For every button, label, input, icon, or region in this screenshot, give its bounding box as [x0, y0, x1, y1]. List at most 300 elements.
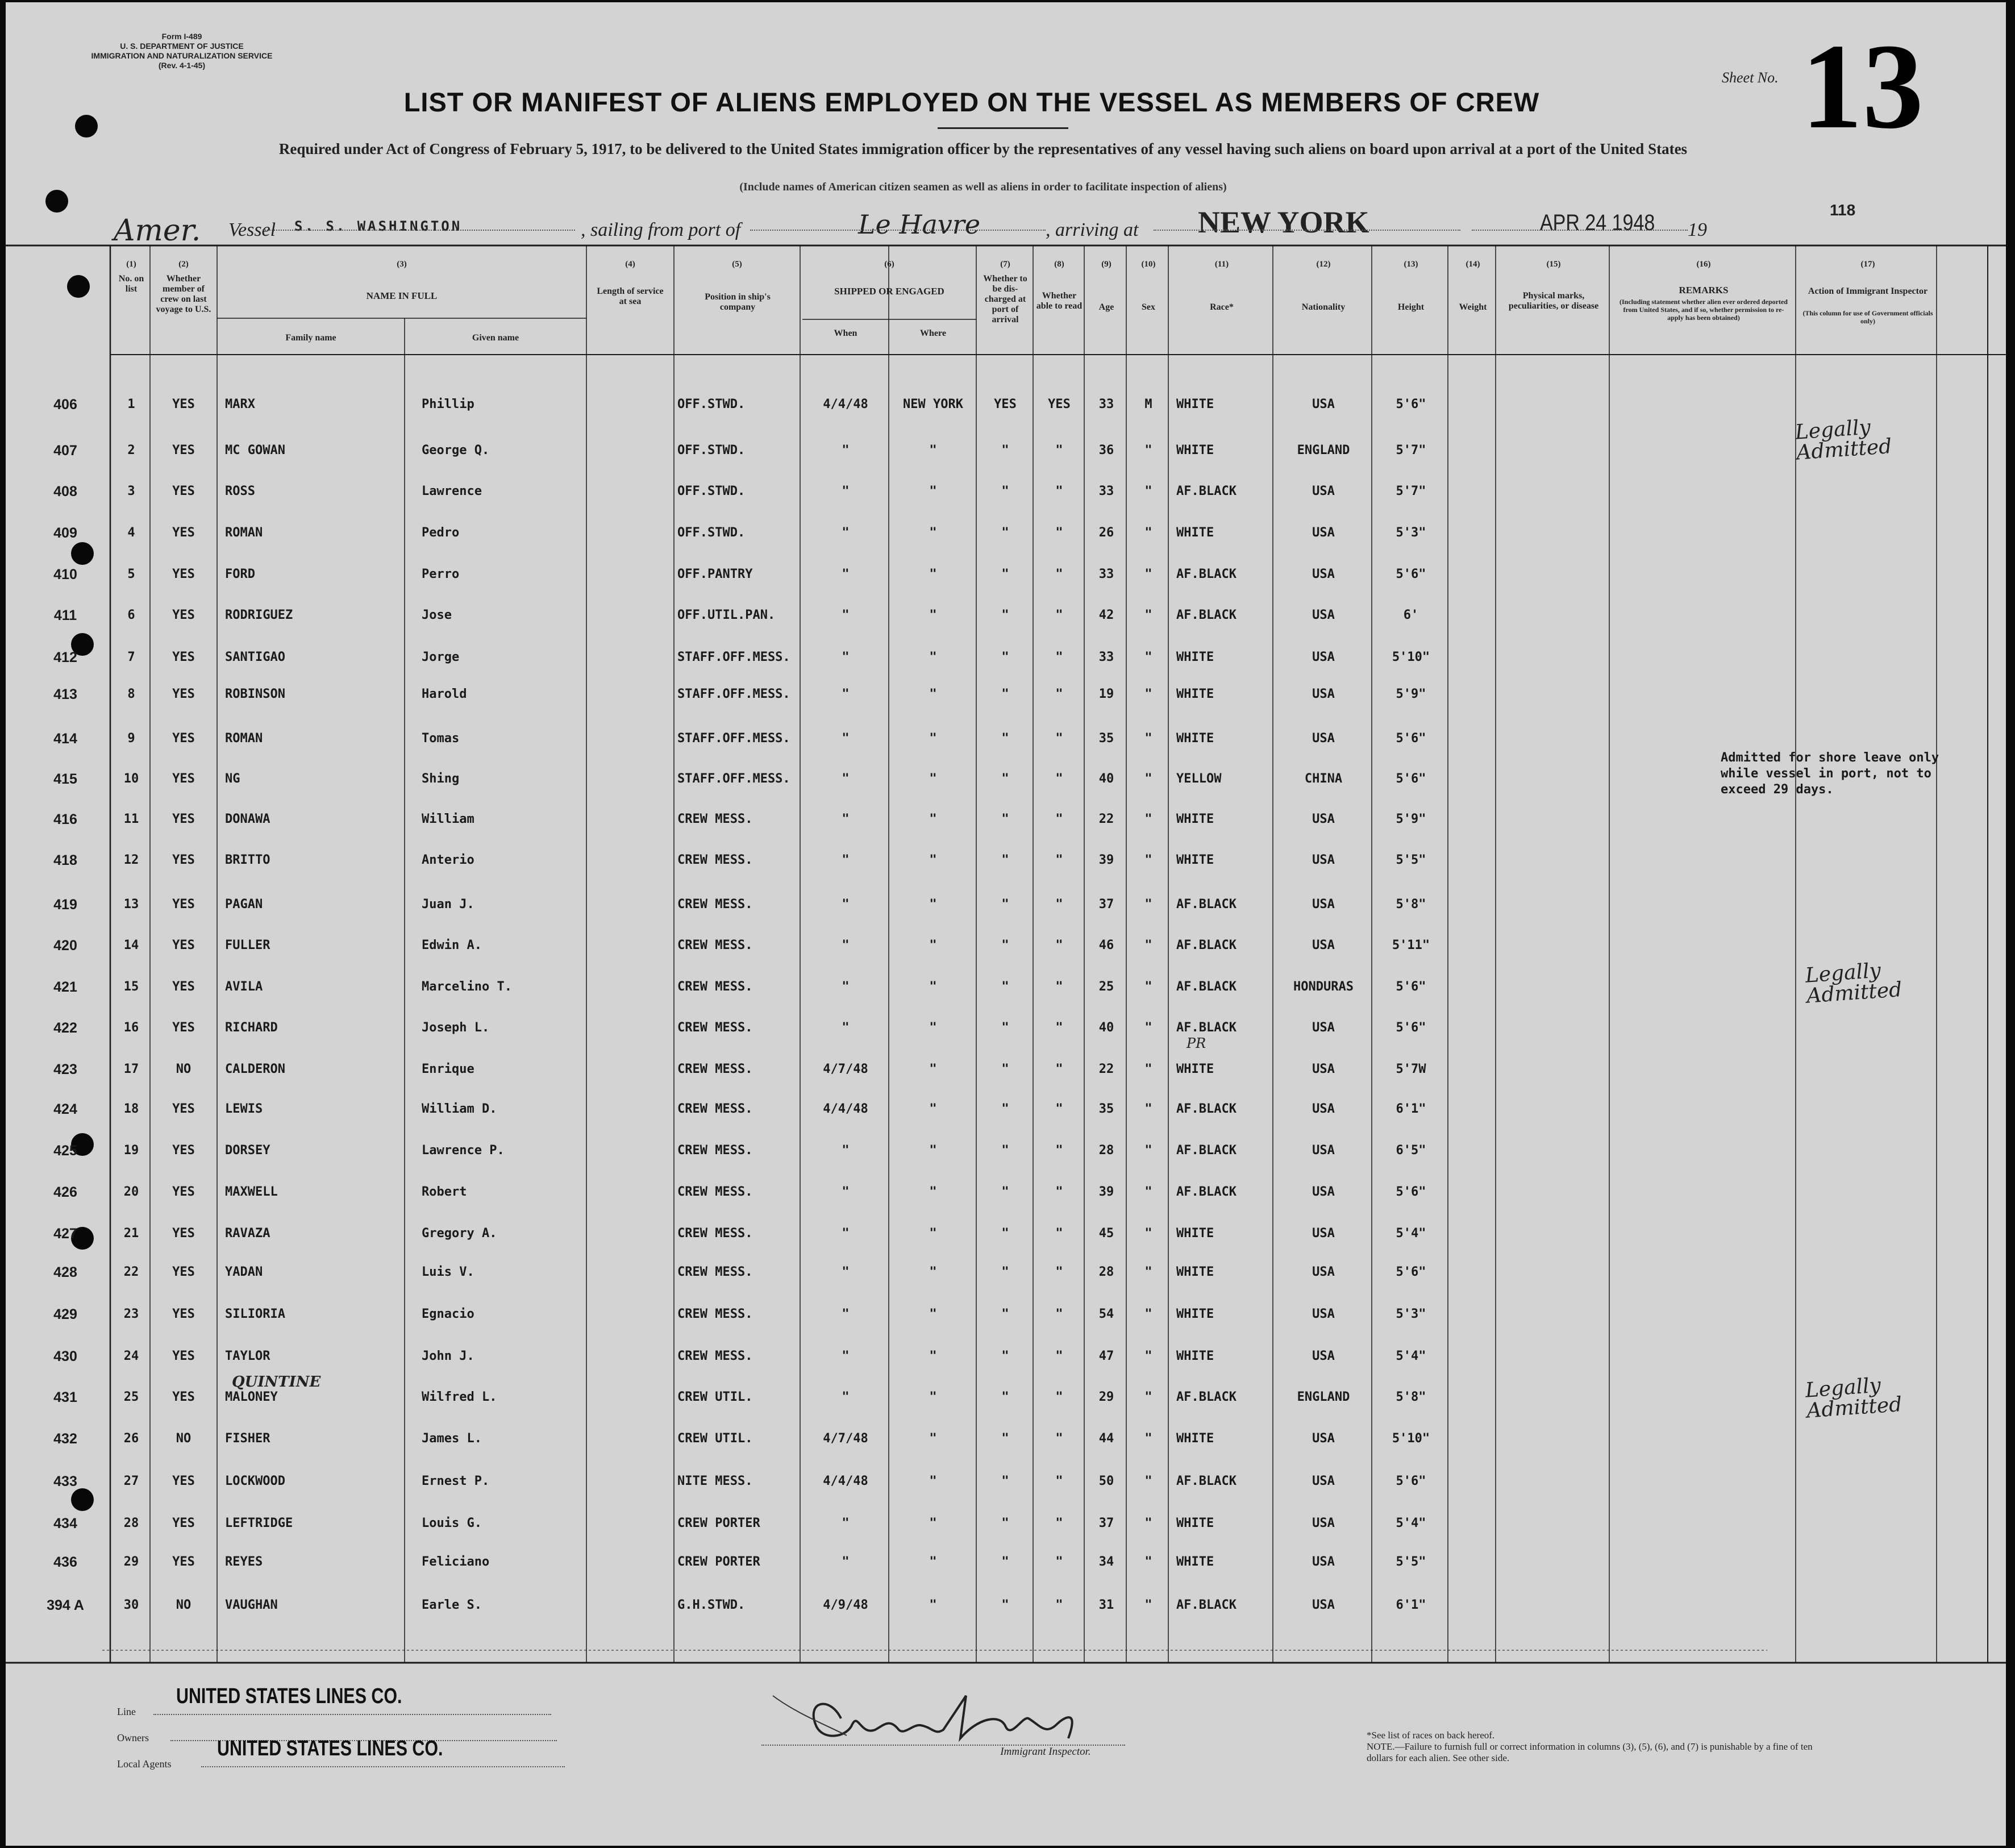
cell-when: 4/9/48: [823, 1598, 868, 1612]
col7-label: Whether to be dis-charged at port of arrival: [983, 274, 1027, 324]
cell-given: Lawrence P.: [422, 1143, 505, 1158]
cell-position: CREW MESS.: [677, 1062, 753, 1076]
cell-family: BRITTO: [225, 853, 270, 867]
cell-prev: NO: [176, 1062, 191, 1076]
quintine-annotation: QUINTINE: [232, 1373, 321, 1391]
cell-age: 39: [1098, 853, 1114, 867]
cell-when: ": [842, 980, 850, 994]
cell-age: 45: [1098, 1226, 1114, 1241]
cell-when: ": [842, 567, 850, 581]
cell-given: Tomas: [422, 731, 460, 746]
cell-position: CREW MESS.: [677, 938, 753, 952]
cell-family: LEWIS: [225, 1102, 263, 1116]
col17-sublabel: (This column for use of Government officials only): [1802, 309, 1933, 325]
arrival-date: APR 24 1948: [1540, 210, 1655, 235]
footer-agents-label: Local Agents: [117, 1758, 172, 1770]
col16-sublabel: (Including statement whether alien ever ordered deported from United States, and if so, whether permission to re-apply has been obtained): [1620, 298, 1788, 322]
line-number: 432: [53, 1431, 77, 1447]
cell-when: ": [842, 938, 850, 952]
cell-nationality: USA: [1312, 1349, 1335, 1363]
cell-when: ": [842, 731, 850, 746]
cell-no: 6: [127, 608, 135, 622]
cell-no: 24: [123, 1349, 139, 1363]
line-number: 424: [53, 1101, 77, 1117]
cell-nationality: USA: [1312, 1185, 1335, 1199]
cell-position: OFF.STWD.: [677, 484, 746, 498]
pr-annotation: PR: [1186, 1035, 1206, 1051]
cell-given: John J.: [422, 1349, 474, 1363]
cell-prev: YES: [172, 443, 195, 457]
cell-race: AF.BLACK: [1176, 1021, 1237, 1035]
cell-discharged: ": [1001, 980, 1009, 994]
cell-when: ": [842, 1185, 850, 1199]
voyage-line: [102, 201, 1856, 258]
cell-when: ": [842, 772, 850, 786]
cell-sex: ": [1144, 897, 1152, 911]
cell-discharged: ": [1001, 484, 1009, 498]
cell-read: ": [1055, 687, 1063, 701]
cell-given: Harold: [422, 687, 467, 701]
cell-read: ": [1055, 1390, 1063, 1404]
cell-no: 4: [127, 526, 135, 540]
cell-discharged: ": [1001, 1265, 1009, 1279]
cell-read: ": [1055, 1143, 1063, 1158]
col15-number: (15): [1546, 260, 1561, 269]
cell-sex: ": [1144, 687, 1152, 701]
col3-label: NAME IN FULL: [366, 290, 438, 301]
cell-height: 5'8": [1396, 1390, 1426, 1404]
cell-family: VAUGHAN: [225, 1598, 278, 1612]
remark-shore-leave: Admitted for shore leave only while vessel in port, not to exceed 29 days.: [1721, 751, 1939, 797]
cell-race: AF.BLACK: [1176, 1474, 1237, 1488]
cell-family: RICHARD: [225, 1021, 278, 1035]
cell-height: 5'4": [1396, 1516, 1426, 1530]
cell-nationality: USA: [1312, 526, 1335, 540]
cell-position: CREW MESS.: [677, 1185, 753, 1199]
cell-prev: YES: [172, 1516, 195, 1530]
cell-read: ": [1055, 812, 1063, 826]
cell-age: 35: [1098, 1102, 1114, 1116]
cell-where: ": [929, 1516, 937, 1530]
cell-family: NG: [225, 772, 240, 786]
cell-when: ": [842, 1349, 850, 1363]
col1-label: No. on list: [118, 274, 144, 294]
cell-where: ": [929, 1474, 937, 1488]
cell-read: ": [1055, 608, 1063, 622]
cell-family: MAXWELL: [225, 1185, 278, 1199]
cell-position: CREW MESS.: [677, 1265, 753, 1279]
form-number: Form I-489: [161, 32, 202, 41]
cell-read: ": [1055, 1307, 1063, 1321]
cell-sex: ": [1144, 1390, 1152, 1404]
cell-when: ": [842, 853, 850, 867]
cell-family: MALONEY: [225, 1390, 278, 1404]
line-number: 433: [53, 1474, 77, 1489]
cell-nationality: USA: [1312, 731, 1335, 746]
cell-read: ": [1055, 567, 1063, 581]
cell-age: 54: [1098, 1307, 1114, 1321]
cell-nationality: HONDURAS: [1293, 980, 1354, 994]
col2-number: (2): [178, 260, 189, 269]
cell-race: WHITE: [1176, 1349, 1214, 1363]
arriving-label: , arriving at: [1046, 219, 1139, 240]
cell-discharged: ": [1001, 687, 1009, 701]
cell-given: Jose: [422, 608, 452, 622]
vessel-name: S. S. WASHINGTON: [294, 218, 463, 234]
cell-height: 5'7": [1396, 484, 1426, 498]
cell-where: ": [929, 1555, 937, 1569]
cell-prev: YES: [172, 980, 195, 994]
cell-prev: YES: [172, 687, 195, 701]
cell-given: Egnacio: [422, 1307, 474, 1321]
cell-sex: ": [1144, 443, 1152, 457]
cell-prev: YES: [172, 1185, 195, 1199]
line-number: 419: [53, 897, 77, 913]
cell-when: ": [842, 650, 850, 664]
port-to-rule: [1154, 230, 1460, 231]
cell-no: 21: [123, 1226, 139, 1241]
cell-given: Earle S.: [422, 1598, 482, 1612]
cell-position: CREW MESS.: [677, 853, 753, 867]
cell-nationality: USA: [1312, 1431, 1335, 1446]
cell-given: Enrique: [422, 1062, 474, 1076]
cell-nationality: USA: [1312, 938, 1335, 952]
cell-sex: ": [1144, 1265, 1152, 1279]
cell-where: ": [929, 608, 937, 622]
cell-sex: ": [1144, 1474, 1152, 1488]
cell-position: STAFF.OFF.MESS.: [677, 772, 790, 786]
col6-label: SHIPPED OR ENGAGED: [834, 286, 944, 297]
col9-label: Age: [1098, 302, 1114, 312]
cell-family: SILIORIA: [225, 1307, 285, 1321]
cell-height: 5'11": [1392, 938, 1430, 952]
footnote-races: *See list of races on back hereof.: [1367, 1730, 1495, 1741]
cell-nationality: USA: [1312, 812, 1335, 826]
cell-where: ": [929, 731, 937, 746]
cell-discharged: ": [1001, 897, 1009, 911]
cell-age: 33: [1098, 397, 1114, 411]
cell-read: ": [1055, 980, 1063, 994]
cell-family: RAVAZA: [225, 1226, 270, 1241]
col11-label: Race*: [1210, 302, 1234, 312]
cell-where: ": [929, 1021, 937, 1035]
cell-age: 47: [1098, 1349, 1114, 1363]
line-number: 434: [53, 1516, 77, 1531]
cell-no: 11: [123, 812, 139, 826]
cell-prev: NO: [176, 1598, 191, 1612]
cell-no: 17: [123, 1062, 139, 1076]
footnote-penalty: NOTE.—Failure to furnish full or correct information in columns (3), (5), (6), and (7) is punishable by a fine of ten dollars for each alien. See other side.: [1367, 1741, 1813, 1763]
cell-no: 30: [123, 1598, 139, 1612]
cell-no: 26: [123, 1431, 139, 1446]
cell-height: 5'6": [1396, 1265, 1426, 1279]
cell-sex: ": [1144, 1555, 1152, 1569]
cell-position: CREW MESS.: [677, 812, 753, 826]
cell-age: 29: [1098, 1390, 1114, 1404]
cell-prev: YES: [172, 567, 195, 581]
cell-no: 7: [127, 650, 135, 664]
legally-admitted-mark: Legally Admitted: [1804, 959, 1903, 1008]
line-number: 428: [53, 1264, 77, 1280]
cell-age: 44: [1098, 1431, 1114, 1446]
cell-position: STAFF.OFF.MESS.: [677, 687, 790, 701]
sailing-label: , sailing from port of: [581, 219, 741, 240]
form-revision: (Rev. 4-1-45): [158, 61, 206, 70]
cell-height: 5'10": [1392, 650, 1430, 664]
footer-agents-rule: [201, 1766, 565, 1767]
col8-label: Whether able to read: [1036, 291, 1083, 311]
cell-position: NITE MESS.: [677, 1474, 753, 1488]
cell-read: ": [1055, 938, 1063, 952]
cell-where: ": [929, 650, 937, 664]
cell-discharged: ": [1001, 853, 1009, 867]
cell-sex: ": [1144, 1143, 1152, 1158]
sheet-label: Sheet No.: [1722, 69, 1779, 86]
cell-where: ": [929, 567, 937, 581]
cell-discharged: ": [1001, 526, 1009, 540]
cell-given: George Q.: [422, 443, 490, 457]
cell-race: AF.BLACK: [1176, 608, 1237, 622]
cell-height: 5'6": [1396, 731, 1426, 746]
cell-family: RODRIGUEZ: [225, 608, 293, 622]
cell-discharged: ": [1001, 608, 1009, 622]
cell-prev: YES: [172, 1143, 195, 1158]
cell-height: 5'7W: [1396, 1062, 1426, 1076]
cell-height: 5'6": [1396, 567, 1426, 581]
cell-no: 8: [127, 687, 135, 701]
cell-where: ": [929, 1185, 937, 1199]
cell-age: 46: [1098, 938, 1114, 952]
cell-position: CREW MESS.: [677, 897, 753, 911]
cell-nationality: USA: [1312, 1226, 1335, 1241]
cell-family: TAYLOR: [225, 1349, 270, 1363]
cell-no: 16: [123, 1021, 139, 1035]
cell-sex: ": [1144, 772, 1152, 786]
cell-prev: YES: [172, 772, 195, 786]
cell-when: ": [842, 1390, 850, 1404]
vessel-label: Vessel: [228, 219, 276, 240]
cell-position: G.H.STWD.: [677, 1598, 746, 1612]
footer-line-label: Line: [117, 1706, 136, 1717]
cell-given: Pedro: [422, 526, 460, 540]
cell-given: Juan J.: [422, 897, 474, 911]
cell-when: ": [842, 484, 850, 498]
cell-given: William D.: [422, 1102, 497, 1116]
cell-race: AF.BLACK: [1176, 1185, 1237, 1199]
cell-race: WHITE: [1176, 812, 1214, 826]
cell-read: ": [1055, 1185, 1063, 1199]
cell-sex: ": [1144, 1431, 1152, 1446]
footer-line-value: UNITED STATES LINES CO.: [176, 1684, 402, 1708]
cell-where: ": [929, 526, 937, 540]
cell-nationality: USA: [1312, 1307, 1335, 1321]
cell-nationality: ENGLAND: [1297, 443, 1350, 457]
cell-read: ": [1055, 1516, 1063, 1530]
cell-sex: ": [1144, 608, 1152, 622]
cell-race: WHITE: [1176, 1555, 1214, 1569]
line-number: 409: [53, 525, 77, 541]
cell-discharged: ": [1001, 1143, 1009, 1158]
cell-where: ": [929, 484, 937, 498]
cell-family: ROMAN: [225, 731, 263, 746]
cell-where: ": [929, 897, 937, 911]
cell-where: ": [929, 1431, 937, 1446]
cell-read: ": [1055, 772, 1063, 786]
cell-sex: ": [1144, 1598, 1152, 1612]
cell-given: James L.: [422, 1431, 482, 1446]
cell-discharged: ": [1001, 1390, 1009, 1404]
cell-when: 4/7/48: [823, 1431, 868, 1446]
cell-read: ": [1055, 650, 1063, 664]
page-subtitle: Required under Act of Congress of February 5, 1917, to be delivered to the United States immigration officer by the representatives of any vessel having such aliens on board upon arrival at a port of the United States: [278, 140, 1688, 157]
cell-discharged: ": [1001, 1021, 1009, 1035]
cell-no: 5: [127, 567, 135, 581]
cell-position: OFF.STWD.: [677, 397, 746, 411]
cell-when: 4/4/48: [823, 1474, 868, 1488]
cell-age: 42: [1098, 608, 1114, 622]
cell-race: WHITE: [1176, 650, 1214, 664]
cell-sex: ": [1144, 1349, 1152, 1363]
cell-family: MC GOWAN: [225, 443, 285, 457]
manifest-document: [6, 2, 2006, 1846]
line-number: 421: [53, 979, 77, 995]
cell-where: ": [929, 1062, 937, 1076]
line-number: 407: [53, 443, 77, 459]
cell-age: 36: [1098, 443, 1114, 457]
col3-given-label: Given name: [472, 333, 519, 343]
cell-age: 31: [1098, 1598, 1114, 1612]
cell-family: CALDERON: [225, 1062, 285, 1076]
cell-height: 5'3": [1396, 526, 1426, 540]
cell-where: ": [929, 1349, 937, 1363]
cell-discharged: ": [1001, 772, 1009, 786]
cell-read: ": [1055, 1349, 1063, 1363]
cell-nationality: USA: [1312, 650, 1335, 664]
col13-number: (13): [1404, 260, 1418, 269]
cell-no: 3: [127, 484, 135, 498]
cell-no: 22: [123, 1265, 139, 1279]
cell-position: OFF.PANTRY: [677, 567, 753, 581]
cell-race: WHITE: [1176, 1226, 1214, 1241]
cell-family: DONAWA: [225, 812, 270, 826]
cell-sex: ": [1144, 1062, 1152, 1076]
cell-race: AF.BLACK: [1176, 567, 1237, 581]
cell-sex: ": [1144, 1021, 1152, 1035]
cell-no: 28: [123, 1516, 139, 1530]
cell-height: 5'6": [1396, 397, 1426, 411]
cell-height: 5'6": [1396, 1185, 1426, 1199]
cell-race: WHITE: [1176, 687, 1214, 701]
cell-race: WHITE: [1176, 1431, 1214, 1446]
cell-where: ": [929, 1143, 937, 1158]
cell-position: CREW UTIL.: [677, 1390, 753, 1404]
cell-when: ": [842, 1143, 850, 1158]
cell-race: AF.BLACK: [1176, 484, 1237, 498]
cell-where: ": [929, 443, 937, 457]
cell-height: 5'10": [1392, 1431, 1430, 1446]
cell-prev: YES: [172, 897, 195, 911]
col6-where-label: Where: [920, 328, 946, 338]
line-number: 426: [53, 1184, 77, 1200]
cell-sex: ": [1144, 1307, 1152, 1321]
cell-discharged: ": [1001, 1226, 1009, 1241]
cell-sex: ": [1144, 853, 1152, 867]
cell-race: AF.BLACK: [1176, 1102, 1237, 1116]
cell-age: 34: [1098, 1555, 1114, 1569]
line-number: 422: [53, 1020, 77, 1036]
cell-where: ": [929, 853, 937, 867]
cell-nationality: USA: [1312, 853, 1335, 867]
cell-family: FISHER: [225, 1431, 270, 1446]
col11-number: (11): [1214, 260, 1229, 269]
cell-when: ": [842, 1307, 850, 1321]
cell-nationality: USA: [1312, 397, 1335, 411]
cell-position: CREW UTIL.: [677, 1431, 753, 1446]
cell-race: AF.BLACK: [1176, 897, 1237, 911]
col17-label: Action of Immigrant Inspector: [1808, 286, 1928, 296]
cell-given: Shing: [422, 772, 460, 786]
cell-sex: ": [1144, 1516, 1152, 1530]
cell-read: ": [1055, 443, 1063, 457]
cell-no: 10: [123, 772, 139, 786]
cell-no: 27: [123, 1474, 139, 1488]
cell-nationality: USA: [1312, 1102, 1335, 1116]
cell-height: 5'9": [1396, 687, 1426, 701]
cell-no: 23: [123, 1307, 139, 1321]
cell-nationality: USA: [1312, 1265, 1335, 1279]
cell-age: 22: [1098, 812, 1114, 826]
cell-read: ": [1055, 1102, 1063, 1116]
cell-given: Louis G.: [422, 1516, 482, 1530]
cell-height: 5'6": [1396, 980, 1426, 994]
form-department: U. S. DEPARTMENT OF JUSTICE: [120, 41, 244, 51]
col16-number: (16): [1696, 260, 1711, 269]
cell-height: 5'5": [1396, 1555, 1426, 1569]
cell-prev: YES: [172, 1102, 195, 1116]
line-number: 414: [53, 731, 77, 747]
cell-age: 28: [1098, 1143, 1114, 1158]
col4-number: (4): [625, 260, 635, 269]
cell-sex: ": [1144, 980, 1152, 994]
stamp-number: 118: [1830, 201, 1856, 219]
legally-admitted-mark: Legally Admitted: [1804, 1373, 1903, 1423]
cell-prev: NO: [176, 1431, 191, 1446]
cell-no: 9: [127, 731, 135, 746]
cell-given: William: [422, 812, 474, 826]
cell-read: ": [1055, 484, 1063, 498]
cell-position: OFF.UTIL.PAN.: [677, 608, 776, 622]
cell-where: ": [929, 1307, 937, 1321]
cell-nationality: USA: [1312, 567, 1335, 581]
punch-hole: [71, 542, 94, 565]
cell-nationality: USA: [1312, 1555, 1335, 1569]
cell-height: 6'5": [1396, 1143, 1426, 1158]
col3-family-label: Family name: [285, 333, 336, 343]
cell-discharged: ": [1001, 1598, 1009, 1612]
cell-discharged: ": [1001, 567, 1009, 581]
cell-when: ": [842, 1021, 850, 1035]
col9-number: (9): [1101, 260, 1111, 269]
cell-discharged: YES: [994, 397, 1017, 411]
cell-where: ": [929, 1390, 937, 1404]
cell-discharged: ": [1001, 1307, 1009, 1321]
date-rule: [1472, 230, 1688, 231]
cell-position: CREW MESS.: [677, 1102, 753, 1116]
footer-owners-label: Owners: [117, 1732, 149, 1743]
cell-read: ": [1055, 731, 1063, 746]
cell-sex: ": [1144, 731, 1152, 746]
cell-age: 39: [1098, 1185, 1114, 1199]
